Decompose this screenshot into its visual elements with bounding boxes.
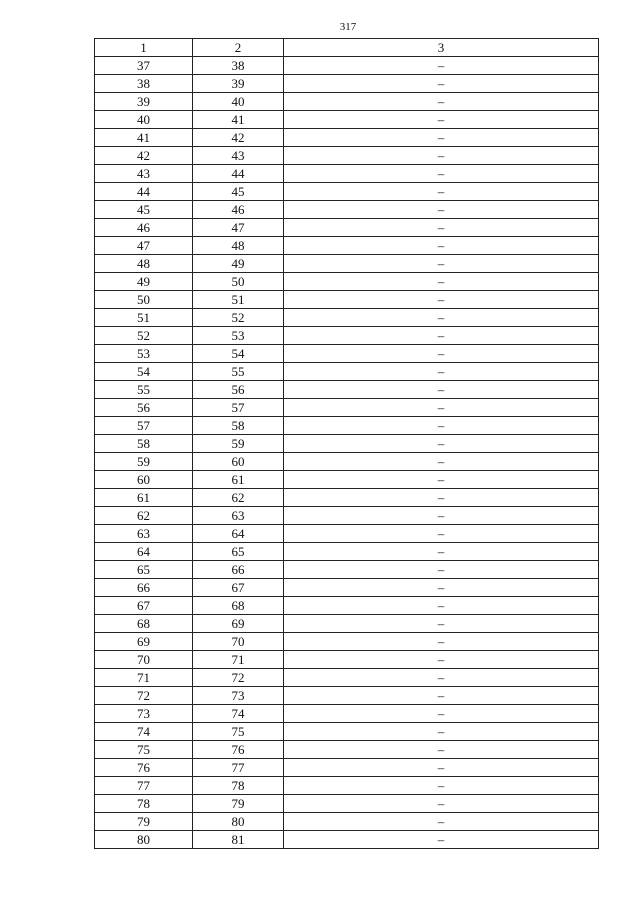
cell-col-1: 46	[95, 219, 193, 237]
table-row	[95, 507, 599, 525]
table-row	[95, 615, 599, 633]
cell-col-2: 48	[193, 237, 284, 255]
cell-col-3: –	[284, 507, 599, 525]
table-row	[95, 687, 599, 705]
cell-col-2: 40	[193, 93, 284, 111]
cell-col-3: –	[284, 381, 599, 399]
cell-col-3: –	[284, 615, 599, 633]
cell-col-1: 62	[95, 507, 193, 525]
table-row	[95, 309, 599, 327]
cell-col-2: 64	[193, 525, 284, 543]
table-row	[95, 111, 599, 129]
table-row	[95, 435, 599, 453]
cell-col-1: 61	[95, 489, 193, 507]
cell-col-3: –	[284, 525, 599, 543]
cell-col-1: 48	[95, 255, 193, 273]
cell-col-3: –	[284, 219, 599, 237]
column-header-1: 1	[95, 39, 193, 57]
table-row	[95, 579, 599, 597]
cell-col-2: 42	[193, 129, 284, 147]
cell-col-2: 59	[193, 435, 284, 453]
cell-col-3: –	[284, 651, 599, 669]
cell-col-1: 67	[95, 597, 193, 615]
cell-col-3: –	[284, 597, 599, 615]
cell-col-2: 74	[193, 705, 284, 723]
cell-col-3: –	[284, 399, 599, 417]
table-row	[95, 255, 599, 273]
cell-col-3: –	[284, 183, 599, 201]
cell-col-3: –	[284, 237, 599, 255]
cell-col-3: –	[284, 201, 599, 219]
cell-col-2: 73	[193, 687, 284, 705]
table-row	[95, 597, 599, 615]
cell-col-3: –	[284, 165, 599, 183]
table-row	[95, 363, 599, 381]
cell-col-1: 80	[95, 831, 193, 849]
cell-col-2: 52	[193, 309, 284, 327]
cell-col-3: –	[284, 741, 599, 759]
table-row	[95, 273, 599, 291]
cell-col-1: 53	[95, 345, 193, 363]
data-table	[94, 38, 599, 849]
table-header	[95, 39, 599, 57]
cell-col-1: 51	[95, 309, 193, 327]
header-row	[95, 39, 599, 57]
cell-col-2: 66	[193, 561, 284, 579]
cell-col-3: –	[284, 345, 599, 363]
cell-col-2: 63	[193, 507, 284, 525]
cell-col-3: –	[284, 777, 599, 795]
cell-col-3: –	[284, 111, 599, 129]
cell-col-1: 45	[95, 201, 193, 219]
table-row	[95, 651, 599, 669]
cell-col-3: –	[284, 795, 599, 813]
cell-col-1: 38	[95, 75, 193, 93]
cell-col-1: 50	[95, 291, 193, 309]
cell-col-1: 41	[95, 129, 193, 147]
cell-col-1: 69	[95, 633, 193, 651]
table-row	[95, 831, 599, 849]
cell-col-2: 46	[193, 201, 284, 219]
cell-col-3: –	[284, 309, 599, 327]
cell-col-2: 45	[193, 183, 284, 201]
cell-col-2: 39	[193, 75, 284, 93]
cell-col-3: –	[284, 255, 599, 273]
table-row	[95, 201, 599, 219]
table-row	[95, 471, 599, 489]
table-row	[95, 777, 599, 795]
cell-col-3: –	[284, 147, 599, 165]
table-row	[95, 237, 599, 255]
cell-col-2: 76	[193, 741, 284, 759]
cell-col-1: 40	[95, 111, 193, 129]
cell-col-3: –	[284, 633, 599, 651]
cell-col-1: 55	[95, 381, 193, 399]
cell-col-2: 54	[193, 345, 284, 363]
cell-col-2: 60	[193, 453, 284, 471]
cell-col-1: 75	[95, 741, 193, 759]
cell-col-1: 58	[95, 435, 193, 453]
cell-col-3: –	[284, 273, 599, 291]
cell-col-1: 44	[95, 183, 193, 201]
cell-col-2: 68	[193, 597, 284, 615]
table-row	[95, 93, 599, 111]
table-row	[95, 219, 599, 237]
cell-col-1: 71	[95, 669, 193, 687]
table-row	[95, 813, 599, 831]
cell-col-3: –	[284, 453, 599, 471]
cell-col-1: 79	[95, 813, 193, 831]
cell-col-2: 47	[193, 219, 284, 237]
cell-col-1: 63	[95, 525, 193, 543]
cell-col-1: 78	[95, 795, 193, 813]
cell-col-1: 66	[95, 579, 193, 597]
cell-col-3: –	[284, 669, 599, 687]
cell-col-1: 73	[95, 705, 193, 723]
cell-col-3: –	[284, 723, 599, 741]
cell-col-2: 58	[193, 417, 284, 435]
cell-col-3: –	[284, 417, 599, 435]
cell-col-3: –	[284, 579, 599, 597]
table-row	[95, 75, 599, 93]
cell-col-1: 64	[95, 543, 193, 561]
cell-col-1: 60	[95, 471, 193, 489]
page-number: 317	[339, 21, 357, 33]
cell-col-2: 65	[193, 543, 284, 561]
cell-col-3: –	[284, 561, 599, 579]
cell-col-2: 62	[193, 489, 284, 507]
table-row	[95, 129, 599, 147]
cell-col-3: –	[284, 705, 599, 723]
cell-col-1: 39	[95, 93, 193, 111]
cell-col-1: 57	[95, 417, 193, 435]
cell-col-1: 54	[95, 363, 193, 381]
table-row	[95, 795, 599, 813]
table-row	[95, 147, 599, 165]
table-row	[95, 489, 599, 507]
cell-col-2: 67	[193, 579, 284, 597]
cell-col-3: –	[284, 93, 599, 111]
cell-col-2: 77	[193, 759, 284, 777]
cell-col-3: –	[284, 759, 599, 777]
cell-col-2: 61	[193, 471, 284, 489]
cell-col-1: 65	[95, 561, 193, 579]
cell-col-3: –	[284, 813, 599, 831]
table-body	[95, 57, 599, 849]
cell-col-1: 37	[95, 57, 193, 75]
table-row	[95, 759, 599, 777]
table-row	[95, 525, 599, 543]
cell-col-2: 70	[193, 633, 284, 651]
cell-col-1: 68	[95, 615, 193, 633]
cell-col-2: 57	[193, 399, 284, 417]
table-row	[95, 543, 599, 561]
cell-col-2: 49	[193, 255, 284, 273]
cell-col-1: 47	[95, 237, 193, 255]
cell-col-1: 42	[95, 147, 193, 165]
cell-col-2: 80	[193, 813, 284, 831]
cell-col-2: 71	[193, 651, 284, 669]
cell-col-3: –	[284, 327, 599, 345]
cell-col-3: –	[284, 129, 599, 147]
cell-col-1: 72	[95, 687, 193, 705]
cell-col-2: 78	[193, 777, 284, 795]
table-row	[95, 741, 599, 759]
cell-col-3: –	[284, 471, 599, 489]
cell-col-3: –	[284, 291, 599, 309]
cell-col-1: 77	[95, 777, 193, 795]
cell-col-3: –	[284, 543, 599, 561]
cell-col-3: –	[284, 57, 599, 75]
cell-col-1: 43	[95, 165, 193, 183]
cell-col-2: 75	[193, 723, 284, 741]
cell-col-2: 69	[193, 615, 284, 633]
column-header-3: 3	[284, 39, 599, 57]
cell-col-3: –	[284, 363, 599, 381]
cell-col-2: 81	[193, 831, 284, 849]
table-row	[95, 381, 599, 399]
cell-col-2: 38	[193, 57, 284, 75]
table-row	[95, 57, 599, 75]
cell-col-3: –	[284, 75, 599, 93]
table-row	[95, 417, 599, 435]
cell-col-2: 44	[193, 165, 284, 183]
cell-col-1: 52	[95, 327, 193, 345]
cell-col-2: 79	[193, 795, 284, 813]
column-header-2: 2	[193, 39, 284, 57]
cell-col-2: 50	[193, 273, 284, 291]
table-row	[95, 183, 599, 201]
table-row	[95, 327, 599, 345]
table-row	[95, 453, 599, 471]
cell-col-2: 53	[193, 327, 284, 345]
cell-col-1: 59	[95, 453, 193, 471]
cell-col-1: 56	[95, 399, 193, 417]
cell-col-1: 49	[95, 273, 193, 291]
cell-col-3: –	[284, 831, 599, 849]
table-row	[95, 669, 599, 687]
cell-col-1: 76	[95, 759, 193, 777]
cell-col-2: 55	[193, 363, 284, 381]
cell-col-3: –	[284, 489, 599, 507]
cell-col-2: 51	[193, 291, 284, 309]
cell-col-2: 43	[193, 147, 284, 165]
table-row	[95, 723, 599, 741]
cell-col-1: 74	[95, 723, 193, 741]
table-row	[95, 345, 599, 363]
table-row	[95, 705, 599, 723]
cell-col-3: –	[284, 687, 599, 705]
cell-col-2: 41	[193, 111, 284, 129]
table-row	[95, 291, 599, 309]
table-row	[95, 399, 599, 417]
cell-col-2: 56	[193, 381, 284, 399]
cell-col-1: 70	[95, 651, 193, 669]
table-row	[95, 561, 599, 579]
table-row	[95, 633, 599, 651]
cell-col-3: –	[284, 435, 599, 453]
table-row	[95, 165, 599, 183]
cell-col-2: 72	[193, 669, 284, 687]
